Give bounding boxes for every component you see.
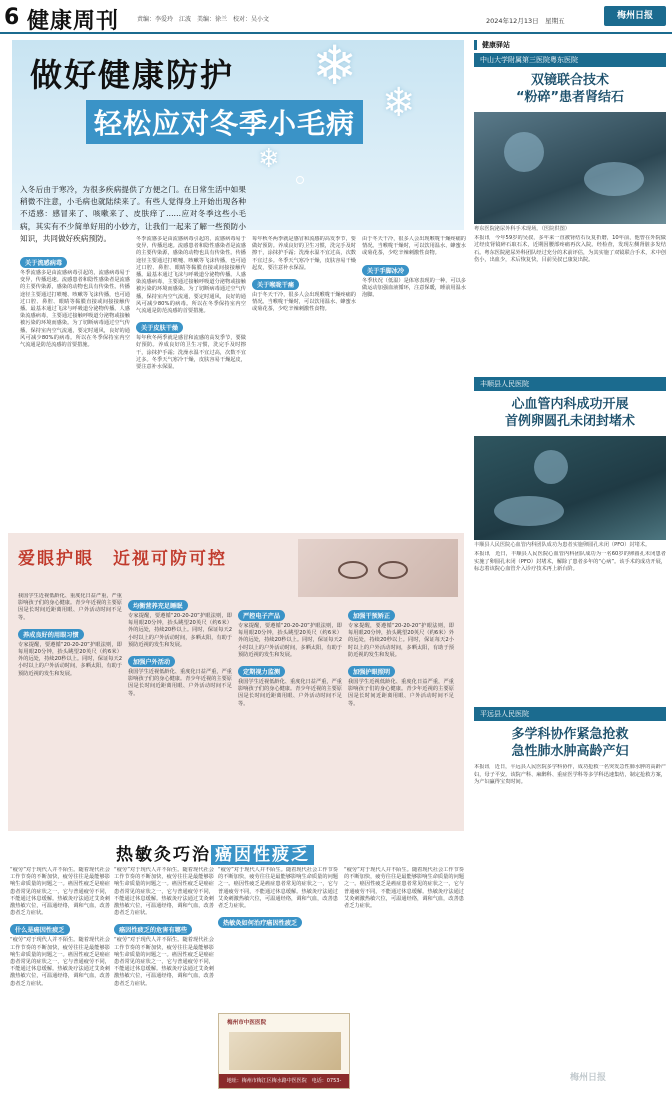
article-body: “疲劳”对于现代人并不陌生。随着现代社会工作节奏的不断加快，疲劳往往是最能够影响生命质量的问题之一。癌因性疲乏是癌症患者常见的症状之一，它与普通疲劳不同，不能通过休息缓解。热敏灸疗法通过艾灸刺激热敏穴位，可温通经络，调和气血，改善患者乏力症状。	[114, 937, 214, 987]
article-title	[116, 840, 314, 865]
sidebar-tag: 健康驿站	[474, 40, 666, 50]
article-body: “疲劳”对于现代人并不陌生。随着现代社会工作节奏的不断加快，疲劳往往是最能够影响生命质量的问题之一。癌因性疲乏是癌症患者常见的症状之一，它与普通疲劳不同，不能通过休息缓解。热敏灸疗法通过艾灸刺激热敏穴位，可温通经络，调和气血，改善患者乏力症状。	[344, 867, 464, 910]
section-heading: 定期视力监测	[238, 666, 285, 677]
surgeon-figure	[494, 496, 564, 526]
glasses-photo	[298, 539, 458, 597]
section-heading: 癌因性疲乏的危害有哪些	[114, 924, 192, 935]
section-heading: 关于皮肤干燥	[136, 322, 183, 333]
myopia-column-2	[128, 593, 232, 825]
photo-caption: 丰顺县人民医院心血管内科团队成功为患者实施卵圆孔未闭（PFO）封堵术。	[474, 542, 651, 549]
article-body: 专家提醒，要遵循“20-20-20”护眼法则，即每用眼20分钟，抬头眺望20英尺（约6米）外的远处，持续20秒以上。同时，保证每天2小时以上的户外活动时间，多晒太阳，有助于预防近视的发生和发展。	[348, 623, 454, 658]
surgery-photo	[474, 436, 666, 540]
article-body: 我国学生近视低龄化、重度化日益严重，严重影响孩子们的身心健康。青少年近视的主要原因是长时间近距离用眼、户外活动时间不足等。	[348, 679, 454, 707]
hospital-ad	[218, 1013, 350, 1098]
lede-column-3	[252, 236, 356, 530]
moxibustion-column-3	[218, 867, 338, 1009]
watermark: 梅州日报	[570, 1073, 607, 1083]
page-header	[0, 0, 672, 34]
story-body: 本报讯 近日，平远县人民医院多学科协作，成功抢救一名突发急性肺水肿的高龄产妇，母子平安。该院产科、麻醉科、重症医学科等多学科迅速集结，制定抢救方案，为产妇赢得宝贵时间。	[474, 764, 666, 785]
section-heading: 养成良好的用眼习惯	[18, 629, 84, 640]
section-heading: 加强户外活动	[128, 656, 175, 667]
surgical-light	[504, 132, 544, 172]
photo-caption: 粤东医院泌尿外科手术现场。（医院供图）	[474, 226, 570, 232]
lens-left	[338, 561, 368, 579]
story-headline: 多学科协作紧急抢救 急性肺水肿高龄产妇	[511, 727, 629, 760]
lede-subtitle: 轻松应对冬季小毛病	[86, 100, 363, 144]
article-body: “疲劳”对于现代人并不陌生。随着现代社会工作节奏的不断加快，疲劳往往是最能够影响生命质量的问题之一。癌因性疲乏是癌症患者常见的症状之一，它与普通疲劳不同，不能通过休息缓解。热敏灸疗法通过艾灸刺激热敏穴位，可温通经络，调和气血，改善患者乏力症状。	[10, 867, 110, 917]
section-heading: 加强干预矫正	[348, 610, 395, 621]
lede-column-4	[362, 236, 466, 530]
section-heading: 加强护眼照明	[348, 666, 395, 677]
moxibustion-column-4	[344, 867, 464, 1009]
hospital-banner: 中山大学附属第三医院粤东医院	[474, 53, 666, 67]
lede-title: 做好健康防护	[30, 56, 235, 94]
bubble-icon	[296, 176, 304, 184]
section-body: 每年秋冬两季就是感冒和流感的高发季节，要做好预防。养成良好的卫生习惯，洗完手及时擦干，涂抹护手霜；洗澡水温不宜过高，次数不宜过多。冬季天气寒冷干燥，皮肤容易干燥起皮，要注意补水保湿。	[252, 236, 356, 271]
section-heading: 什么是癌因性疲乏	[10, 924, 70, 935]
page-number: 6	[4, 5, 20, 30]
story-body: 本报讯 今年59岁的吴叔，多年来一直被肾结石反复折磨，10年前，他曾在外院做过经皮肾镜碎石取石术，近期因腰部疼痛再次入院。经检查，发现左侧肾脏多发结石。粤东医院泌尿外科团队经过充分的术前评估，为其实施了双镜联合手术，术中创伤小，出血少，术后恢复快，目前吴叔已康复出院。	[474, 235, 666, 263]
section-heading: 严控电子产品	[238, 610, 285, 621]
section-body: 每年秋冬两季就是感冒和流感的高发季节，要做好预防。养成良好的卫生习惯，洗完手及时擦干，涂抹护手霜；洗澡水温不宜过高，次数不宜过多。冬季天气寒冷干燥，皮肤容易干燥起皮，要注意补水保湿。	[136, 335, 246, 371]
story-headline: 双镜联合技术 “粉碎”患者肾结石	[515, 73, 625, 105]
article-title-highlight: 癌因性疲乏	[211, 845, 314, 865]
article-body: 专家提醒，要遵循“20-20-20”护眼法则，即每用眼20分钟，抬头眺望20英尺（约6米）外的远处，持续20秒以上。同时，保证每天2小时以上的户外活动时间，多晒太阳，有助于预防近视的发生和发展。	[18, 641, 122, 677]
lens-right	[378, 561, 408, 579]
article-title: 爱眼护眼 近视可防可控	[18, 549, 227, 569]
snowflake-icon: ❄	[382, 80, 416, 126]
snowflake-icon: ❄	[312, 40, 358, 97]
myopia-column-3	[238, 603, 342, 825]
surgeon-figure	[584, 162, 644, 196]
article-body: 专家提醒，要遵循“20-20-20”护眼法则，即每用眼20分钟，抬头眺望20英尺（约6米）外的远处，持续20秒以上。同时，保证每天2小时以上的户外活动时间，多晒太阳，有助于预防近视的发生和发展。	[128, 613, 232, 648]
hospital-banner: 平远县人民医院	[474, 707, 666, 721]
section-heading: 关于手脚冰冷	[362, 265, 409, 276]
moxibustion-article	[8, 835, 468, 1098]
article-body: 我国学生近视低龄化、重度化日益严重，严重影响孩子们的身心健康。青少年近视的主要原因是长时间近距离用眼、户外活动时间不足等。	[238, 679, 342, 707]
surgery-photo	[474, 112, 666, 224]
section-heading: 关于流感病毒	[20, 257, 67, 268]
section-body: 由于冬天干冷，很多人会出现喉咙干燥疼痛的情况。当喉咙干燥时，可以饮用温水、蜂蜜水或菊花茶，少吃辛辣刺激性食物。	[362, 236, 466, 257]
section-heading: 关于喉咙干痛	[252, 279, 299, 290]
section-name: 健康周刊	[27, 9, 120, 34]
snowflake-icon: ❄	[258, 144, 280, 174]
section-heading: 均衡营养充足睡眠	[128, 600, 188, 611]
myopia-article	[8, 533, 464, 831]
moxibustion-column-1	[10, 867, 110, 1091]
story-headline: 心血管内科成功开展 首例卵圆孔未闭封堵术	[504, 397, 635, 430]
hospital-building-image	[229, 1032, 341, 1070]
section-heading: 热敏灸如何治疗癌因性疲乏	[218, 917, 302, 928]
moxibustion-column-2	[114, 867, 214, 1091]
section-body: 由于冬天干冷，很多人会出现喉咙干燥疼痛的情况。当喉咙干燥时，可以饮用温水、蜂蜜水或菊花茶，少吃辛辣刺激性食物。	[252, 292, 356, 313]
newspaper-logo: 梅州日报	[604, 6, 666, 26]
editor-credits: 责编：李爱玲 江波 美编：徐兰 校对：吴小文	[137, 16, 270, 23]
lede-column-1	[20, 250, 130, 530]
article-body: 我国学生近视低龄化、重度化日益严重，严重影响孩子们的身心健康。青少年近视的主要原因是长时间近距离用眼、户外活动时间不足等。	[128, 669, 232, 697]
myopia-column-4	[348, 603, 454, 825]
section-body: 冬季流感多是由流感病毒引起的，流感病毒易于变异，传播迅速。流感患者和隐性感染者是流感的主要传染源，感染的动物也具有传染性。传播途径主要通过打喷嚏、咳嗽等飞沫传播，也可通过口腔、鼻腔、眼睛等黏膜直接或间接接触传播。最基本通过飞沫与呼吸道分泌物传播。人感染流感病毒，主要通过接触呼吸道分泌物或接触被污染的环境而感染。为了切断病毒通过空气传播，保持室内空气流通，要定时通风，良好的通风可减少80%的病毒。所以在冬季保持室内空气流通是防范流感的首要措施。	[20, 270, 130, 349]
section-body: 冬季流感多是由流感病毒引起的，流感病毒易于变异，传播迅速。流感患者和隐性感染者是流感的主要传染源，感染的动物也具有传染性。传播途径主要通过打喷嚏、咳嗽等飞沫传播，也可通过口腔、鼻腔、眼睛等黏膜直接或间接接触传播。最基本通过飞沫与呼吸道分泌物传播。人感染流感病毒，主要通过接触呼吸道分泌物或接触被污染的环境而感染。为了切断病毒通过空气传播，保持室内空气流通，要定时通风，良好的通风可减少80%的病毒。所以在冬季保持室内空气流通是防范流感的首要措施。	[136, 236, 246, 315]
myopia-column-1	[18, 593, 122, 825]
ad-title: 梅州市中医医院	[227, 1020, 267, 1026]
ad-footer: 地址：梅州市梅江区梅水路中医医院 电话：0753-2231380	[219, 1074, 349, 1088]
lede-column-2	[136, 236, 246, 530]
story-body: 本报讯 近日，丰顺县人民医院心血管内科团队成功为一名60岁的卵圆孔未闭患者实施了卵圆孔未闭（PFO）封堵术，解除了患者多年的“心病”。该手术的成功开展，标志着该院心血管介入诊疗技术再上新台阶。	[474, 551, 666, 572]
hospital-banner: 丰顺县人民医院	[474, 377, 666, 391]
section-body: 冬季状况（低温）是体寒表现的一种，可以多做运动加强血液循环，注意保暖，睡前用温水泡脚。	[362, 277, 466, 299]
surgical-light	[534, 450, 568, 484]
health-sidebar	[474, 40, 666, 914]
article-title-part: 热敏灸巧治	[116, 845, 211, 865]
lede-intro: 入冬后由于寒冷，为很多疾病提供了方便之门。在日常生活中如果稍微不注意，小毛病也就陆续来了。有些人觉得身上开始出现各种不适感：感冒来了、咳嗽来了、皮肤痒了……应对冬季这些小毛病，其实有不少简单好用的小妙方，让我们一起来了解一些预防小知识，共同做好疾病预防。	[20, 185, 246, 243]
article-body: 专家提醒，要遵循“20-20-20”护眼法则，即每用眼20分钟，抬头眺望20英尺（约6米）外的远处，持续20秒以上。同时，保证每天2小时以上的户外活动时间，多晒太阳，有助于预防近视的发生和发展。	[238, 623, 342, 658]
article-body: “疲劳”对于现代人并不陌生。随着现代社会工作节奏的不断加快，疲劳往往是最能够影响生命质量的问题之一。癌因性疲乏是癌症患者常见的症状之一，它与普通疲劳不同，不能通过休息缓解。热敏灸疗法通过艾灸刺激热敏穴位，可温通经络，调和气血，改善患者乏力症状。	[218, 867, 338, 910]
article-body: “疲劳”对于现代人并不陌生。随着现代社会工作节奏的不断加快，疲劳往往是最能够影响生命质量的问题之一。癌因性疲乏是癌症患者常见的症状之一，它与普通疲劳不同，不能通过休息缓解。热敏灸疗法通过艾灸刺激热敏穴位，可温通经络，调和气血，改善患者乏力症状。	[114, 867, 214, 917]
article-intro: 我国学生近视低龄化、重度化日益严重，严重影响孩子们的身心健康。青少年近视的主要原因是长时间近距离用眼、户外活动时间不足等。	[18, 593, 122, 621]
issue-date: 2024年12月13日 星期五	[486, 17, 565, 25]
article-body: “疲劳”对于现代人并不陌生。随着现代社会工作节奏的不断加快，疲劳往往是最能够影响生命质量的问题之一。癌因性疲乏是癌症患者常见的症状之一，它与普通疲劳不同，不能通过休息缓解。热敏灸疗法通过艾灸刺激热敏穴位，可温通经络，调和气血，改善患者乏力症状。	[10, 937, 110, 987]
